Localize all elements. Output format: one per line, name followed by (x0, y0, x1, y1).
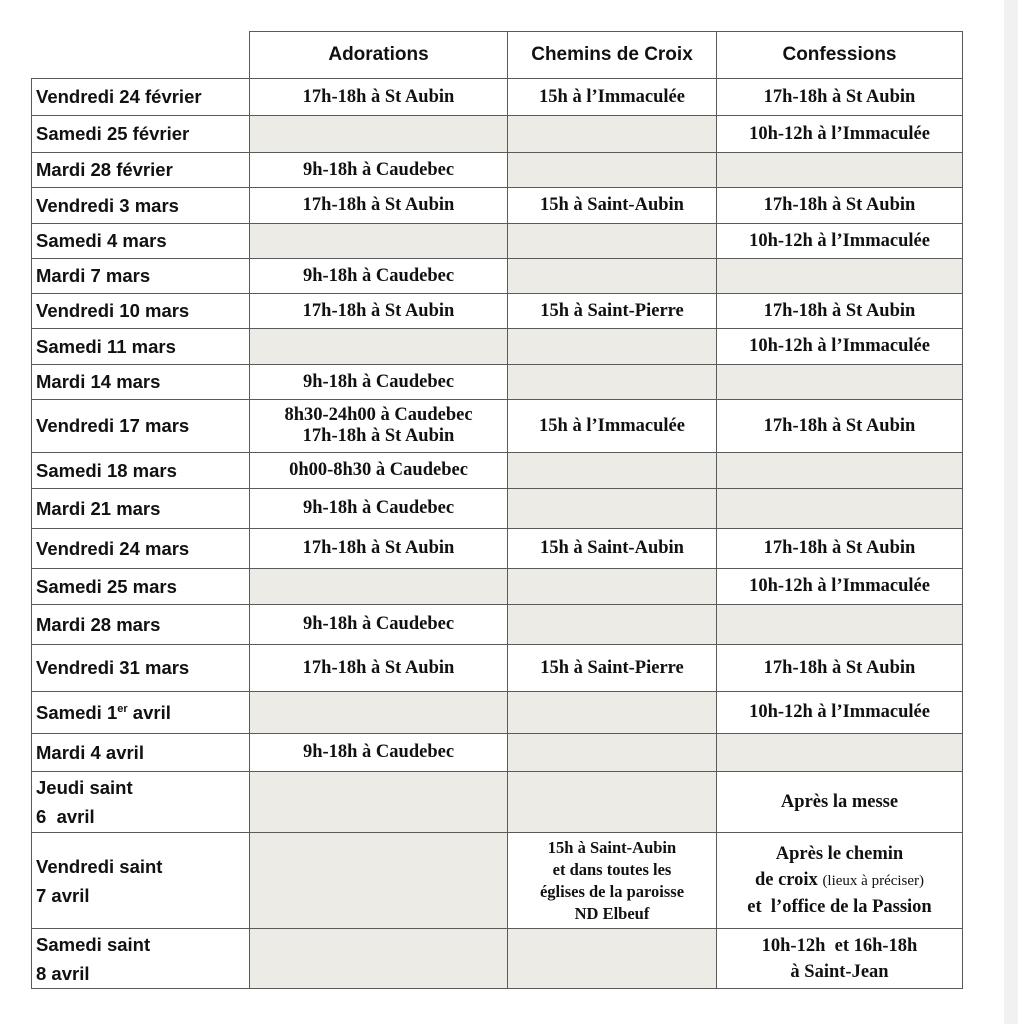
chemins-cell (508, 365, 717, 400)
confessions-cell: 17h-18h à St Aubin (717, 645, 963, 692)
table-row (32, 529, 963, 569)
table-row (32, 294, 963, 329)
table-row (32, 365, 963, 400)
confessions-note: (lieux à préciser) (822, 873, 925, 889)
confessions-line: à Saint-Jean (790, 961, 889, 982)
row-day: Vendredi 24 février (32, 79, 250, 116)
lent-schedule-table (31, 31, 963, 989)
confessions-cell (717, 734, 963, 772)
adorations-cell (250, 400, 508, 453)
day-text: Samedi 1 (36, 701, 118, 723)
day-line: Vendredi saint (36, 855, 163, 877)
row-day: Samedi 18 mars (32, 453, 250, 489)
adorations-cell (250, 833, 508, 929)
confessions-cell (717, 489, 963, 529)
table-row (32, 605, 963, 645)
table-row (32, 153, 963, 188)
chemins-cell: 15h à Saint-Aubin (508, 188, 717, 224)
row-day: Mardi 4 avril (32, 734, 250, 772)
chemins-cell (508, 772, 717, 833)
chemins-cell: 15h à l’Immaculée (508, 79, 717, 116)
header-corner (32, 32, 250, 79)
confessions-cell: 17h-18h à St Aubin (717, 294, 963, 329)
confessions-cell: 17h-18h à St Aubin (717, 188, 963, 224)
adorations-cell (250, 772, 508, 833)
confessions-cell (717, 153, 963, 188)
adorations-cell: 9h-18h à Caudebec (250, 605, 508, 645)
chemins-cell (508, 153, 717, 188)
table-row (32, 79, 963, 116)
adorations-cell: 0h00-8h30 à Caudebec (250, 453, 508, 489)
table-row (32, 188, 963, 224)
day-line: 6 avril (36, 806, 95, 827)
confessions-cell: Après la messe (717, 772, 963, 833)
adorations-cell: 17h-18h à St Aubin (250, 294, 508, 329)
adorations-cell: 17h-18h à St Aubin (250, 188, 508, 224)
adorations-cell (250, 224, 508, 259)
row-day: Mardi 14 mars (32, 365, 250, 400)
table-row (32, 772, 963, 833)
page-margin-strip (1004, 0, 1018, 1024)
adorations-cell: 9h-18h à Caudebec (250, 734, 508, 772)
adorations-cell (250, 692, 508, 734)
chemins-cell (508, 929, 717, 989)
chemins-cell (508, 692, 717, 734)
confessions-cell: 10h-12h à l’Immaculée (717, 569, 963, 605)
chemins-cell (508, 833, 717, 929)
table-row (32, 569, 963, 605)
row-day (32, 929, 250, 989)
header-chemins-de-croix: Chemins de Croix (508, 32, 717, 79)
table-row (32, 833, 963, 929)
chemins-cell (508, 489, 717, 529)
chemins-cell (508, 329, 717, 365)
adorations-cell: 9h-18h à Caudebec (250, 365, 508, 400)
table-row (32, 329, 963, 365)
row-day: Samedi 11 mars (32, 329, 250, 365)
chemins-cell (508, 259, 717, 294)
day-line: Samedi saint (36, 933, 151, 955)
row-day: Samedi 25 mars (32, 569, 250, 605)
confessions-cell: 17h-18h à St Aubin (717, 79, 963, 116)
table-row (32, 929, 963, 989)
chemins-line: ND Elbeuf (574, 903, 650, 923)
table-row (32, 645, 963, 692)
adorations-cell: 9h-18h à Caudebec (250, 489, 508, 529)
day-line: 7 avril (36, 884, 90, 906)
row-day: Mardi 28 mars (32, 605, 250, 645)
confessions-cell: 10h-12h à l’Immaculée (717, 692, 963, 734)
adorations-cell: 17h-18h à St Aubin (250, 645, 508, 692)
confessions-text: de croix (754, 870, 818, 890)
chemins-cell (508, 569, 717, 605)
row-day: Vendredi 17 mars (32, 400, 250, 453)
confessions-cell: 10h-12h à l’Immaculée (717, 116, 963, 153)
table-row (32, 259, 963, 294)
table-row (32, 400, 963, 453)
table-header-row (32, 32, 963, 79)
row-day: Samedi 4 mars (32, 224, 250, 259)
confessions-cell (717, 259, 963, 294)
chemins-cell: 15h à Saint-Pierre (508, 645, 717, 692)
adorations-line: 17h-18h à St Aubin (302, 426, 455, 446)
confessions-line (721, 867, 958, 894)
confessions-cell (717, 833, 963, 929)
chemins-line: et dans toutes les (552, 859, 672, 879)
header-adorations: Adorations (250, 32, 508, 79)
row-day: Vendredi 3 mars (32, 188, 250, 224)
chemins-cell: 15h à Saint-Aubin (508, 529, 717, 569)
table-row (32, 116, 963, 153)
adorations-cell: 17h-18h à St Aubin (250, 529, 508, 569)
table-row (32, 453, 963, 489)
row-day (32, 833, 250, 929)
chemins-cell: 15h à Saint-Pierre (508, 294, 717, 329)
confessions-cell (717, 453, 963, 489)
adorations-cell (250, 329, 508, 365)
chemins-cell (508, 605, 717, 645)
table-row (32, 692, 963, 734)
confessions-cell (717, 605, 963, 645)
day-text: avril (127, 701, 171, 723)
chemins-cell (508, 224, 717, 259)
row-day: Mardi 7 mars (32, 259, 250, 294)
confessions-cell (717, 929, 963, 989)
confessions-line: Après le chemin (775, 844, 904, 864)
adorations-cell: 17h-18h à St Aubin (250, 79, 508, 116)
confessions-cell (717, 365, 963, 400)
confessions-cell: 10h-12h à l’Immaculée (717, 329, 963, 365)
day-line: Jeudi saint (36, 777, 133, 798)
chemins-line: 15h à Saint-Aubin (547, 837, 677, 857)
table-row (32, 224, 963, 259)
chemins-line: églises de la paroisse (539, 881, 685, 901)
row-day (32, 772, 250, 833)
row-day: Vendredi 10 mars (32, 294, 250, 329)
header-confessions: Confessions (717, 32, 963, 79)
table-row (32, 489, 963, 529)
confessions-cell: 17h-18h à St Aubin (717, 400, 963, 453)
row-day: Vendredi 31 mars (32, 645, 250, 692)
chemins-cell: 15h à l’Immaculée (508, 400, 717, 453)
adorations-line: 8h30-24h00 à Caudebec (284, 405, 473, 425)
chemins-cell (508, 116, 717, 153)
adorations-cell (250, 569, 508, 605)
adorations-cell (250, 116, 508, 153)
row-day (32, 692, 250, 734)
day-line: 8 avril (36, 962, 90, 984)
day-ordinal: er (117, 702, 128, 715)
chemins-cell (508, 453, 717, 489)
confessions-line: 10h-12h et 16h-18h (761, 935, 918, 956)
adorations-cell: 9h-18h à Caudebec (250, 259, 508, 294)
confessions-line: et l’office de la Passion (747, 897, 932, 917)
adorations-cell: 9h-18h à Caudebec (250, 153, 508, 188)
row-day: Mardi 21 mars (32, 489, 250, 529)
confessions-cell: 17h-18h à St Aubin (717, 529, 963, 569)
row-day: Samedi 25 février (32, 116, 250, 153)
row-day: Vendredi 24 mars (32, 529, 250, 569)
table-row (32, 734, 963, 772)
confessions-cell: 10h-12h à l’Immaculée (717, 224, 963, 259)
chemins-cell (508, 734, 717, 772)
adorations-cell (250, 929, 508, 989)
row-day: Mardi 28 février (32, 153, 250, 188)
